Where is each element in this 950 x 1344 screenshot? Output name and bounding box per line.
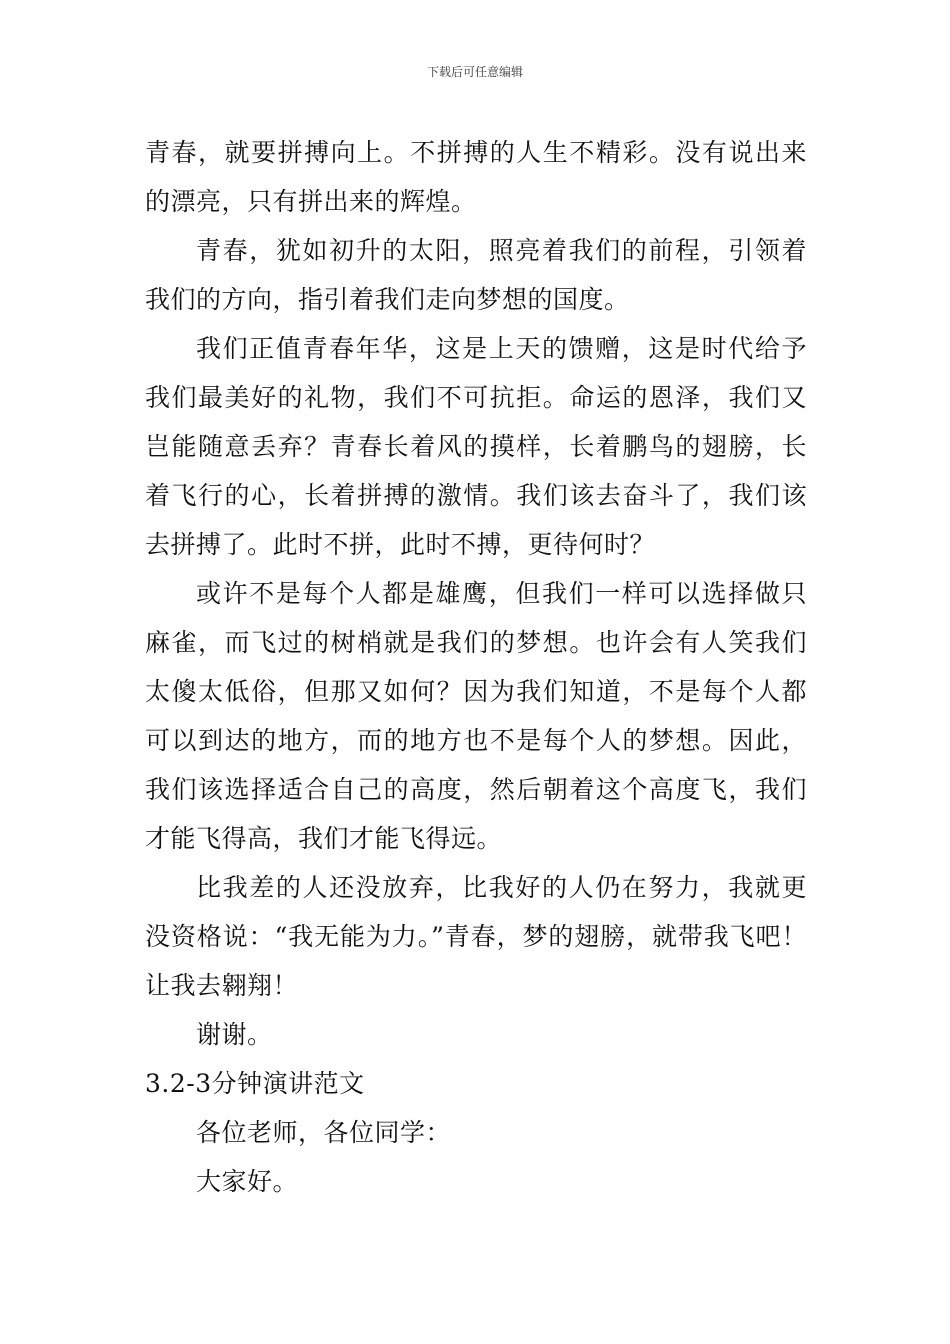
paragraph-2: 青春，犹如初升的太阳，照亮着我们的前程，引领着我们的方向，指引着我们走向梦想的国度。 xyxy=(145,236,807,314)
document-body xyxy=(145,128,807,1206)
paragraph-3: 我们正值青春年华，这是上天的馈赠，这是时代给予我们最美好的礼物，我们不可抗拒。命运的恩泽，我们又岂能随意丢弃？青春长着风的摸样，长着鹏鸟的翅膀，长着飞行的心，长着拼搏的激情。我们该去奋斗了，我们该去拼搏了。此时不拼，此时不搏，更待何时？ xyxy=(145,334,807,559)
greeting-line: 各位老师，各位同学： xyxy=(196,1118,452,1147)
paragraph-4: 或许不是每个人都是雄鹰，但我们一样可以选择做只麻雀，而飞过的树梢就是我们的梦想。也许会有人笑我们太傻太低俗，但那又如何？因为我们知道，不是每个人都可以到达的地方，而的地方也不是每个人的梦想。因此，我们该选择适合自己的高度，然后朝着这个高度飞，我们才能飞得高，我们才能飞得远。 xyxy=(145,579,807,853)
paragraph-1: 青春，就要拼搏向上。不拼搏的人生不精彩。没有说出来的漂亮，只有拼出来的辉煌。 xyxy=(145,138,807,216)
paragraph-thanks: 谢谢。 xyxy=(196,1020,273,1049)
paragraph-5: 比我差的人还没放弃，比我好的人仍在努力，我就更没资格说：“我无能为力。”青春，梦的翅膀，就带我飞吧！让我去翱翔！ xyxy=(145,873,807,1000)
section-heading: 3.2-3分钟演讲范文 xyxy=(145,1069,365,1098)
page-header: 下载后可任意编辑 xyxy=(426,65,523,79)
greeting-hello: 大家好。 xyxy=(196,1167,299,1196)
